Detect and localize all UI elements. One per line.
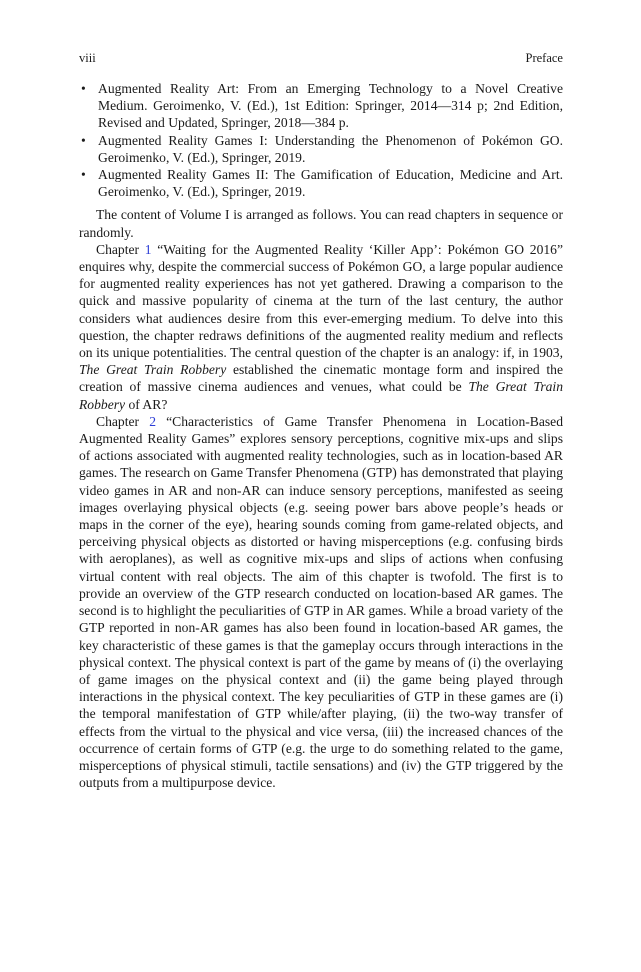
chapter-2-link[interactable]: 2 (149, 413, 156, 429)
chapter-1-text-b: established the cinematic montage form and inspired the creation of massive cinema audiences and venues, what could be (79, 362, 563, 395)
bullet-icon: • (81, 81, 86, 96)
bullet-icon: • (81, 132, 86, 148)
list-item (79, 166, 563, 200)
chapter-1-text-c: of AR? (125, 396, 168, 412)
book-page (79, 46, 563, 791)
chapter-2-text: “Characteristics of Game Transfer Phenomena in Location-Based Augmented Reality Games” explores sensory perceptions, cognitive mix-ups and slips of actions associated with augmented reality technologies, such as in location-based AR games. The research on Game Transfer Phenomena (GTP) has demonstrated that playing video games in AR and non-AR can induce sensory perceptions, manifested as seeing images overlaying physical objects (e.g. seeing power bars above people’s heads or maps in the corner of the eye), hearing sounds coming from game-related objects, and perceiving physical objects as distorted or having misperceptions (e.g. confusing birds with aeroplanes), as well as cognitive mix-ups and slips of actions when confusing virtual content with real objects. The aim of this chapter is twofold. The first is to provide an overview of the GTP research conducted on location-based AR games. The second is to highlight the peculiarities of GTP in AR games. While a broad variety of the GTP reported in non-AR games has also been found in location-based AR games, the key characteristic of these games is that the gameplay occurs through interactions in the physical context. The physical context is part of the game by means of (i) the overlaying of game images on the physical context and (ii) the game being played through interactions in the physical context. The key peculiarities of GTP in these games are (i) the temporal manifestation of GTP while/after playing, (ii) the two-way transfer of effects from the virtual to the physical and vice versa, (iii) the increased chances of the occurrence of certain forms of GTP (e.g. the urge to do something related to the game, misperceptions of physical stimuli, tactile sensations) and (iv) the GTP triggered by the outputs from a multipurpose device. (79, 413, 563, 791)
intro-paragraph: The content of Volume I is arranged as follows. You can read chapters in sequence or randomly. (79, 207, 563, 240)
book-list (79, 80, 563, 200)
chapter-1-text-a: “Waiting for the Augmented Reality ‘Killer App’: Pokémon GO 2016” enquires why, despite the commercial success of Pokémon GO, a large popular audience for augmented reality experiences has not yet gathered. Drawing a comparison to the quick and massive popularity of cinema at the turn of the last century, the author considers what audiences desire from this ever-emerging medium. To delve into this question, the chapter redraws definitions of the augmented reality medium and reflects on its unique potentialities. The central question of the chapter is an analogy: if, in 1903, (79, 241, 563, 361)
bullet-icon: • (81, 167, 86, 183)
chapter-1-paragraph (79, 241, 563, 413)
running-header (79, 46, 563, 80)
list-item (79, 80, 563, 132)
list-item-text: Augmented Reality Games I: Understanding the Phenomenon of Pokémon GO. Geroimenko, V. (Ed.), Springer, 2019. (98, 132, 563, 165)
running-title: Preface (525, 51, 563, 65)
chapter-prefix: Chapter (96, 413, 150, 429)
list-item-text: Augmented Reality Art: From an Emerging Technology to a Novel Creative Medium. Geroimenko, V. (Ed.), 1st Edition: Springer, 2014—314 p; 2nd Edition, Revised and Updated, Springer, 2018—384 p. (98, 81, 563, 131)
list-item-text: Augmented Reality Games II: The Gamification of Education, Medicine and Art. Geroimenko, V. (Ed.), Springer, 2019. (98, 167, 563, 200)
film-title: The Great Train Robbery (79, 379, 564, 412)
chapter-1-link[interactable]: 1 (144, 241, 152, 257)
film-title: The Great Train Robbery (79, 362, 227, 378)
page-number: viii (79, 51, 96, 65)
list-item (79, 132, 563, 166)
chapter-2-paragraph (79, 413, 563, 791)
chapter-prefix: Chapter (96, 241, 145, 257)
